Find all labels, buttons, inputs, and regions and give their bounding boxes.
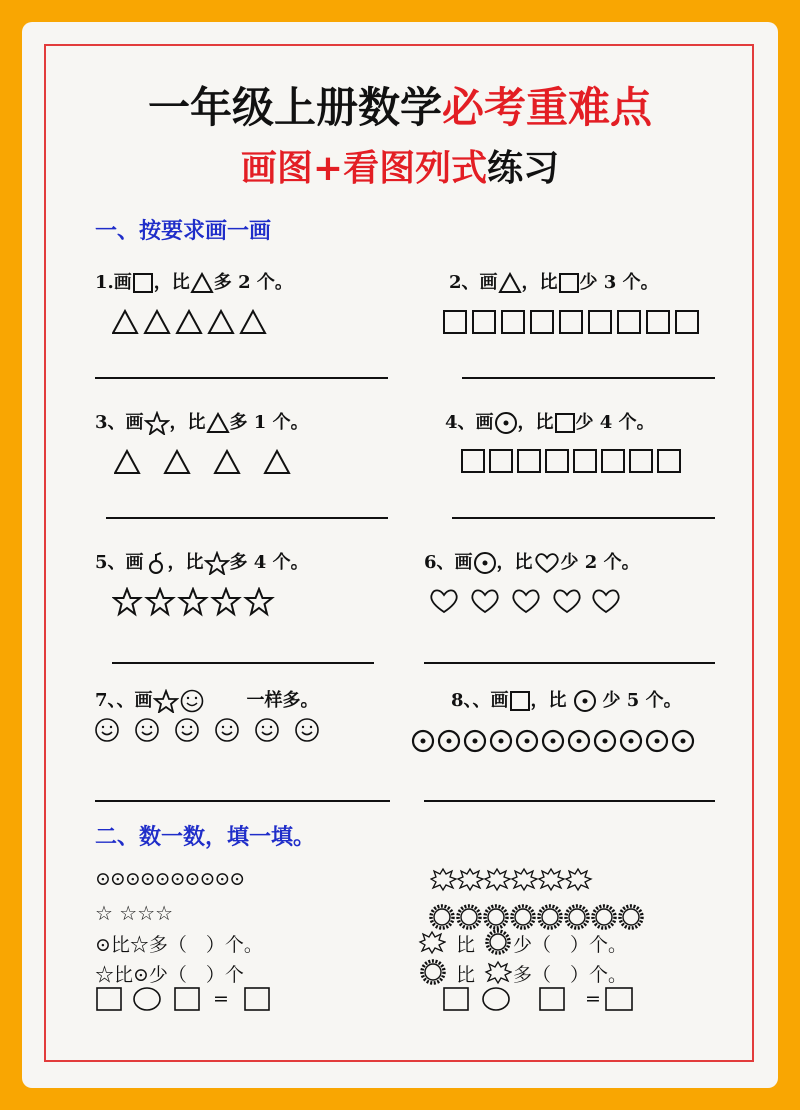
smiley-icon — [179, 688, 205, 714]
triangle-icon — [206, 412, 230, 434]
question-3: 3、画 ，比 多 1 个。 — [95, 412, 309, 433]
answer-line-2[interactable] — [462, 377, 715, 379]
explosion-icon — [484, 959, 512, 985]
explosion-icon — [418, 929, 446, 955]
q3-triangles-row — [114, 448, 294, 476]
question-8: 8、、画 ，比 少 5 个。 — [451, 690, 682, 711]
section2-heading: 二、数一数，填一填。 — [95, 824, 316, 850]
question-1: 1.画 ，比 多 2 个。 — [95, 272, 293, 293]
q2-squares-row — [442, 309, 702, 335]
q1-triangles-row — [112, 308, 272, 336]
star-icon — [204, 551, 230, 575]
q7-smileys-row — [93, 716, 333, 744]
answer-line-4[interactable] — [452, 517, 715, 519]
heart-icon — [533, 551, 561, 575]
answer-line-1[interactable] — [95, 377, 388, 379]
q4-squares-row — [460, 448, 690, 474]
section1-heading: 一、按要求画一画 — [95, 218, 272, 244]
sunburst-row — [428, 902, 653, 932]
pear-icon — [144, 550, 168, 576]
answer-line-5[interactable] — [112, 662, 374, 664]
square-icon — [132, 272, 154, 294]
page-subtitle — [0, 140, 800, 191]
title-black-part: 一年级上册数学 — [147, 83, 442, 132]
compare-text-4b: 多（ ）个。 — [513, 964, 628, 986]
equation-boxes-left[interactable] — [95, 986, 285, 1012]
compare-text-4a: 比 — [456, 964, 476, 986]
page-title — [0, 75, 800, 135]
q6-hearts-row — [428, 587, 628, 615]
explosion-row-small — [430, 866, 600, 892]
answer-line-3[interactable] — [106, 517, 388, 519]
square-icon — [558, 272, 580, 294]
sunburst-icon — [483, 927, 513, 957]
title-red-part: 必考重难点 — [442, 83, 653, 132]
square-icon — [554, 412, 576, 434]
compare-text-3b: 少（ ）个。 — [513, 934, 628, 956]
dot-circle-icon — [473, 551, 497, 575]
compare-text-1: ⊙比☆多（ ）个。 — [95, 934, 263, 956]
square-icon — [509, 690, 531, 712]
triangle-icon — [190, 272, 214, 294]
equals-sign-left: = — [213, 988, 229, 1010]
dot-circle-icon — [494, 411, 518, 435]
star-icon — [144, 411, 170, 435]
subtitle-red-part: 画图+看图列式 — [240, 148, 488, 189]
question-5: 5、画 ，比 多 4 个。 — [95, 548, 309, 576]
equation-boxes-right[interactable] — [442, 986, 642, 1012]
counting-circles-row: ⊙⊙⊙⊙⊙⊙⊙⊙⊙⊙ — [95, 868, 245, 890]
question-2: 2、画 ，比 少 3 个。 — [449, 272, 659, 293]
dot-circle-icon — [573, 689, 597, 713]
question-7: 7、、画 一样多。 — [95, 686, 319, 714]
q5-stars-row — [112, 587, 282, 617]
answer-line-8[interactable] — [424, 800, 715, 802]
subtitle-black-part: 练习 — [487, 148, 560, 189]
answer-line-6[interactable] — [424, 662, 715, 664]
q8-circles-row — [410, 728, 710, 754]
compare-text-3a: 比 — [456, 934, 476, 956]
star-icon — [153, 689, 179, 713]
compare-text-2: ☆比⊙少（ ）个 — [95, 964, 244, 986]
question-6: 6、画 ，比 少 2 个。 — [424, 552, 640, 573]
counting-stars-row: ☆ ☆☆☆ — [95, 901, 174, 925]
question-4: 4、画 ，比 少 4 个。 — [445, 412, 655, 433]
equals-sign-right: = — [585, 988, 601, 1010]
answer-line-7[interactable] — [95, 800, 390, 802]
sunburst-icon — [418, 957, 448, 987]
triangle-icon — [498, 272, 522, 294]
